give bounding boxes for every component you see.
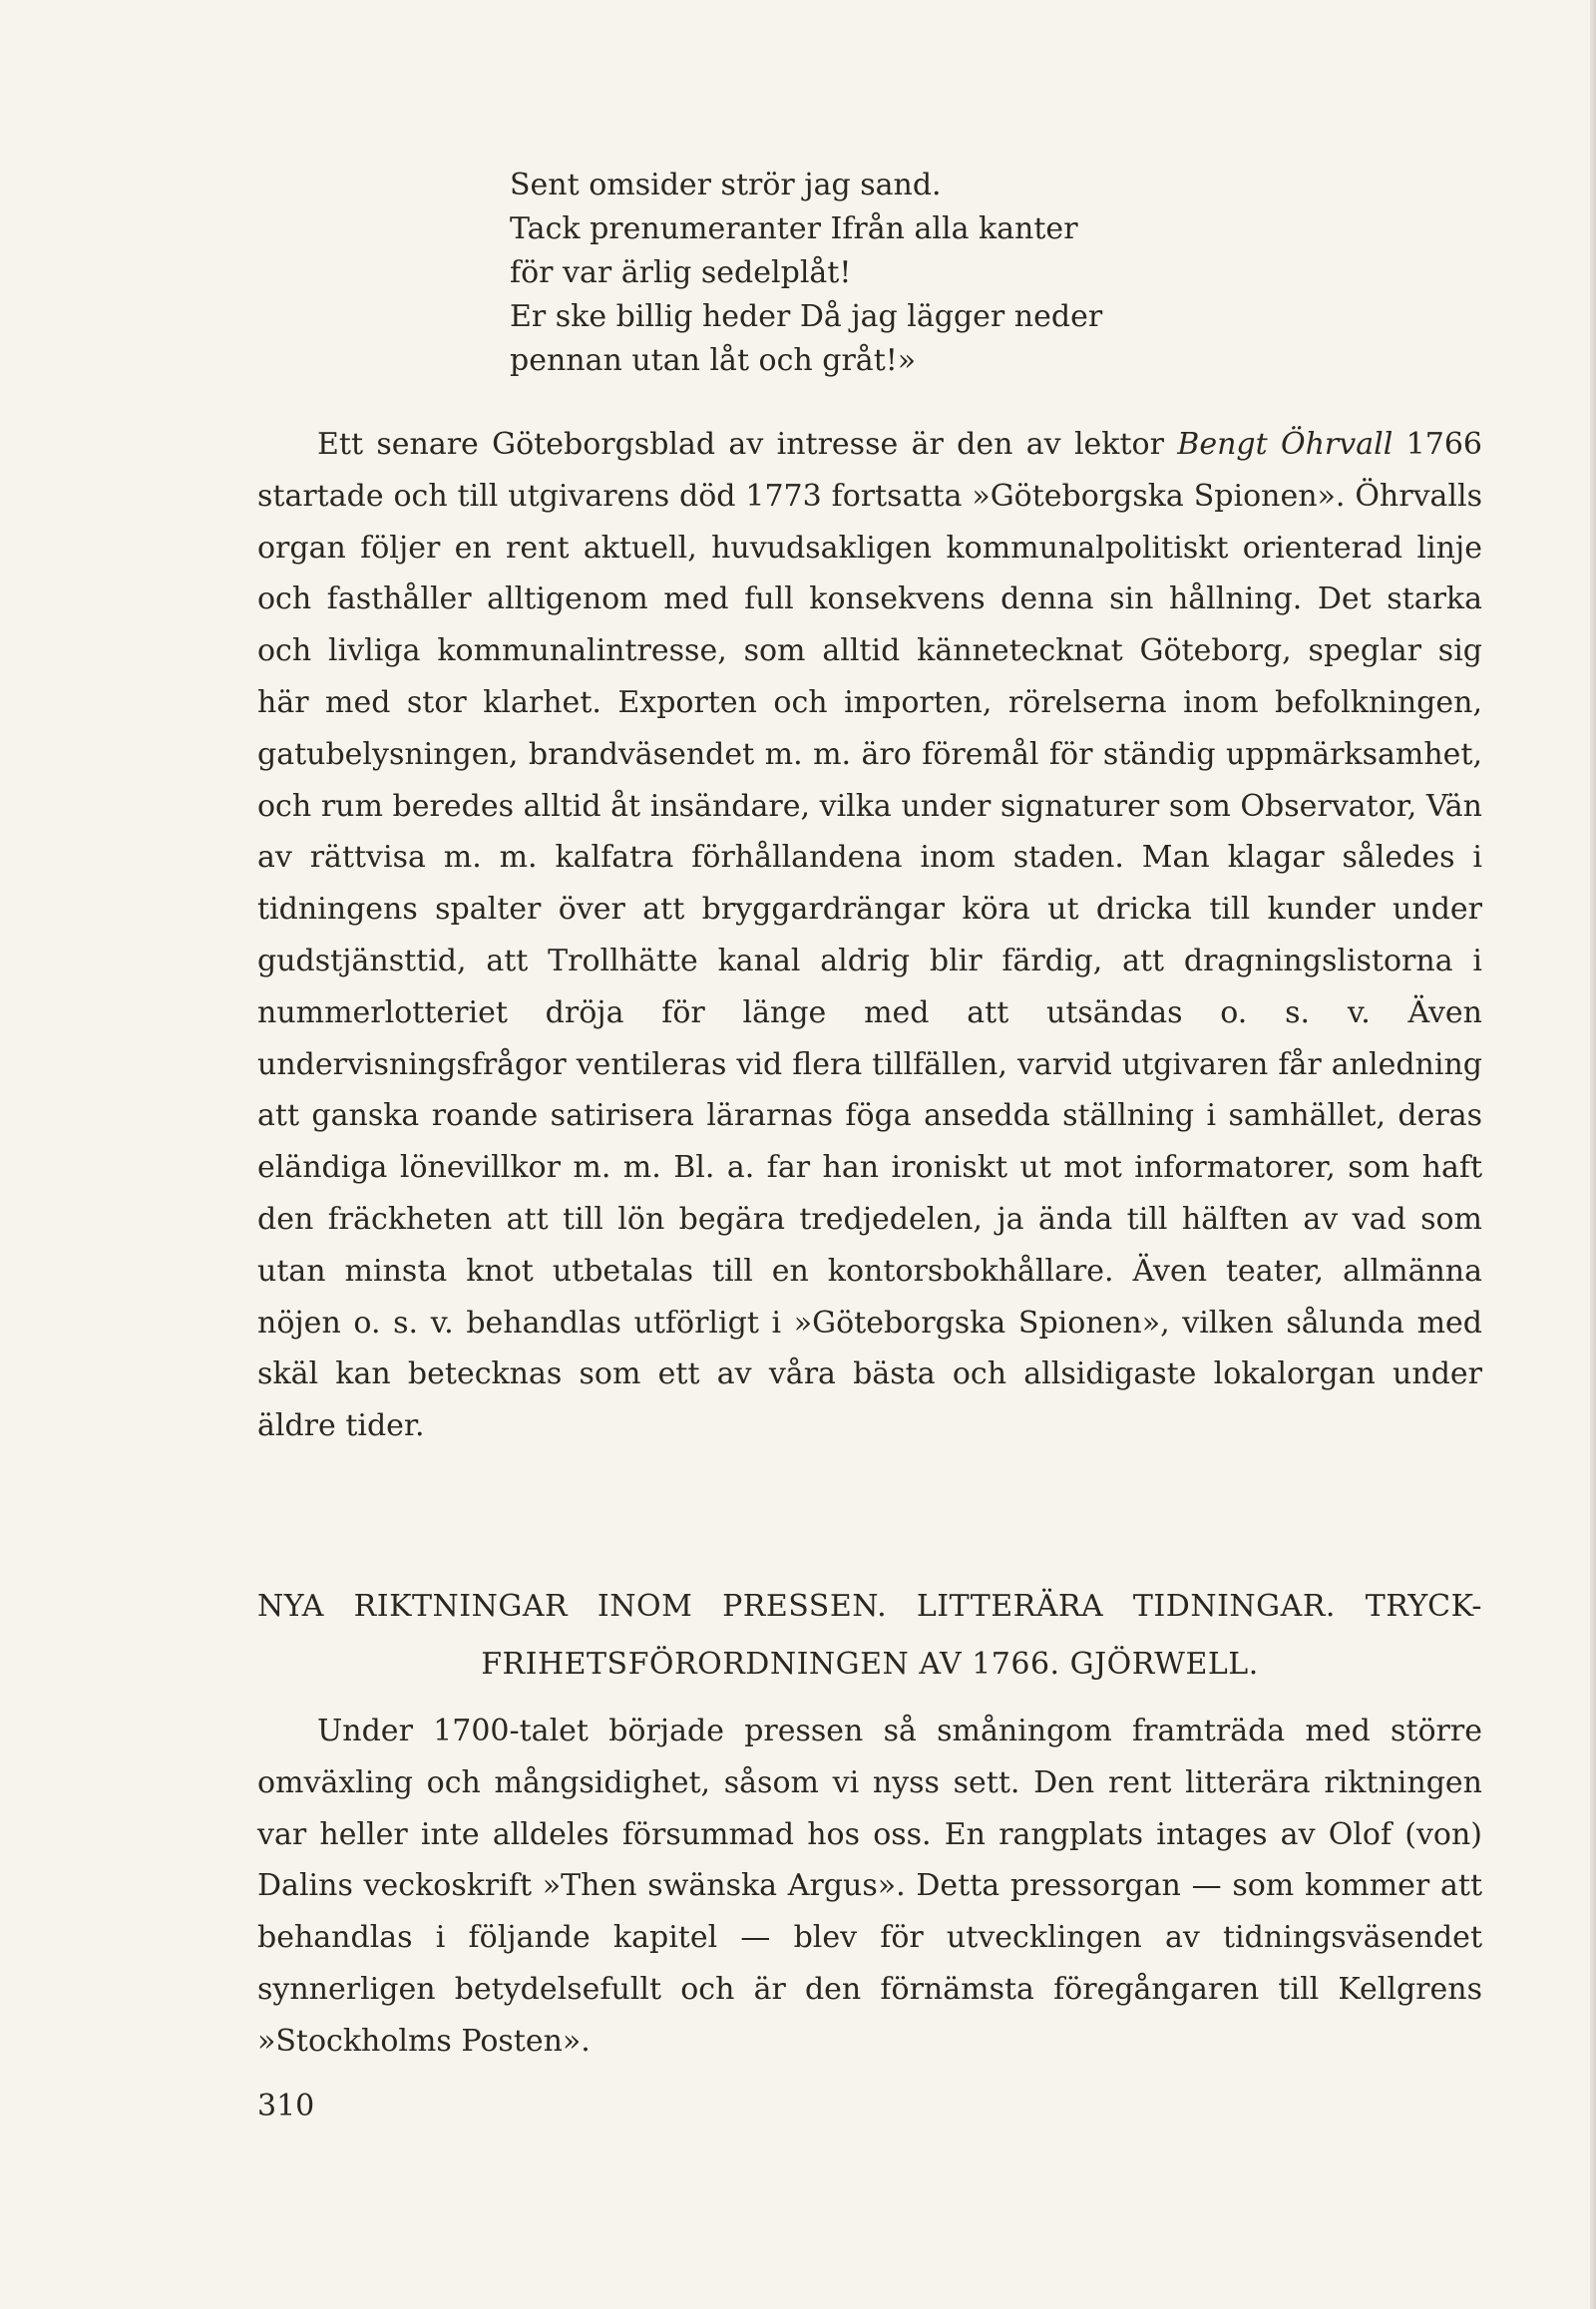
verse-line: Tack prenumeranter Ifrån alla kanter — [510, 211, 1078, 246]
verse-line: Sent omsider strör jag sand. — [510, 168, 942, 202]
person-name-italic: Bengt Öhrvall — [1177, 427, 1394, 462]
body-paragraph-litterara-tidningar — [257, 1706, 1482, 2068]
paragraph-text-before: Ett senare Göteborgsblad av intresse är den av lektor — [317, 427, 1178, 462]
verse-line: Er ske billig heder Då jag lägger neder — [510, 299, 1103, 334]
verse-line: pennan utan låt och gråt!» — [510, 343, 917, 378]
page-number: 310 — [257, 2089, 315, 2123]
verse-quotation — [510, 164, 1268, 383]
page-edge — [1590, 0, 1596, 2309]
body-paragraph-goteborgska-spionen — [257, 419, 1482, 1452]
paragraph-text: Under 1700-talet började pressen så småningom framträda med större omväxling och mångsidighet, såsom vi nyss sett. Den rent litterära riktningen var heller inte alldeles försummad hos oss. En rangplats intages av Olof (von) Dalins veckoskrift »Then swänska Argus». Detta pressorgan — som kommer att behandlas i följande kapitel — blev för utvecklingen av tidningsväsendet synnerligen betydelsefullt och är den förnämsta föregångaren till Kellgrens »Stockholms Posten». — [257, 1714, 1482, 2059]
section-heading-line-1: NYA RIKTNINGAR INOM PRESSEN. LITTERÄRA TIDNINGAR. TRYCK- — [257, 1589, 1482, 1624]
verse-line: för var ärlig sedelplåt! — [510, 255, 852, 290]
section-heading — [257, 1578, 1482, 1694]
paragraph-text-after: 1766 startade och till utgivarens död 1773 fortsatta »Göteborgska Spionen». Öhrvalls organ följer en rent aktuell, huvudsakligen kommunalpolitiskt orienterad linje och fasthåller alltigenom med full konsekvens denna sin hållning. Det starka och livliga kommunalintresse, som alltid kännetecknat Göteborg, speglar sig här med stor klarhet. Exporten och importen, rörelserna inom befolkningen, gatubelysningen, brandväsendet m. m. äro föremål för ständig uppmärksamhet, och rum beredes alltid åt insändare, vilka under signaturer som Observator, Vän av rättvisa m. m. kalfatra förhållandena inom staden. Man klagar således i tidningens spalter över att bryggardrängar köra ut dricka till kunder under gudstjänsttid, att Trollhätte kanal aldrig blir färdig, att dragningslistorna i nummerlotteriet dröja för länge med att utsändas o. s. v. Även undervisningsfrågor ventileras vid flera tillfällen, varvid utgivaren får anledning att ganska roande satirisera lärarnas föga ansedda ställning i samhället, deras eländiga lönevillkor m. m. Bl. a. far han ironiskt ut mot informatorer, som haft den fräckheten att till lön begära tredjedelen, ja ända till hälften av vad som utan minsta knot utbetalas till en kontorsbokhållare. Även teater, allmänna nöjen o. s. v. behandlas utförligt i »Göteborgska Spionen», vilken sålunda med skäl kan betecknas som ett av våra bästa och allsidigaste lokalorgan under äldre tider. — [257, 427, 1482, 1444]
section-heading-line-2: FRIHETSFÖRORDNINGEN AV 1766. GJÖRWELL. — [481, 1647, 1259, 1682]
